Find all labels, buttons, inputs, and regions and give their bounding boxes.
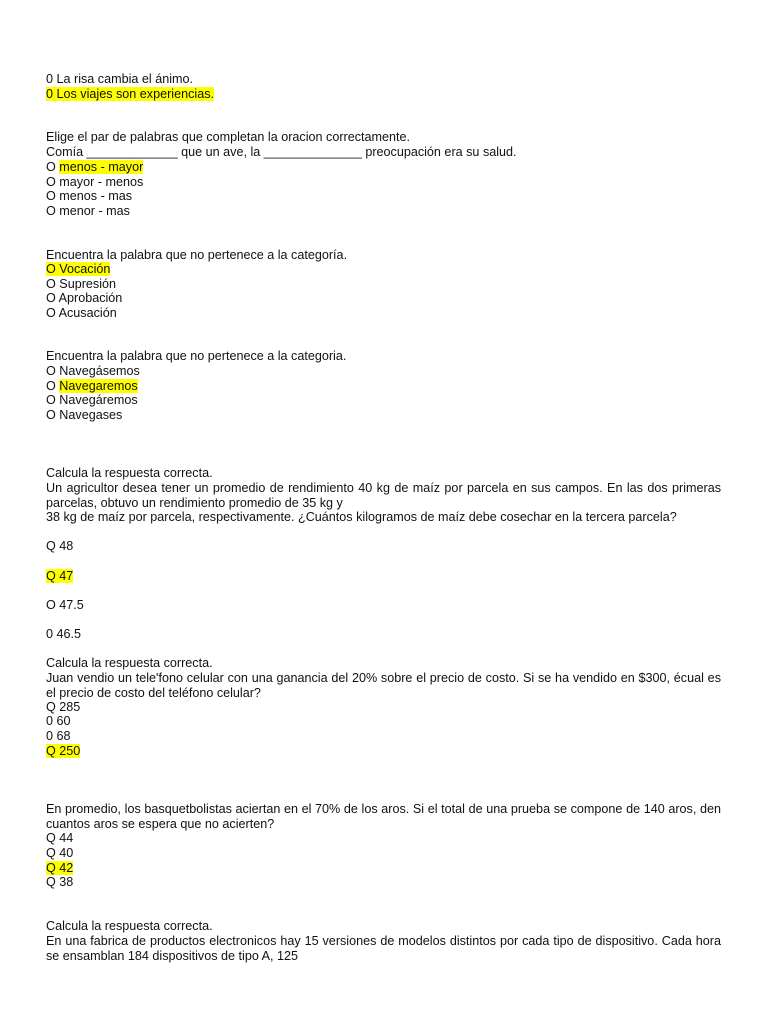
option[interactable]: O 47.5 xyxy=(46,598,84,612)
option[interactable]: O Supresión xyxy=(46,277,117,291)
option-marker: O xyxy=(46,379,60,393)
option[interactable]: Q 40 xyxy=(46,846,74,860)
question-text-continued: 38 kg de maíz por parcela, respectivamente. ¿Cuántos kilogramos de maíz debe cosechar en la tercera parcela? xyxy=(46,510,677,524)
statement-risa: 0 La risa cambia el ánimo. xyxy=(46,72,193,86)
option[interactable]: Q 38 xyxy=(46,875,74,889)
option[interactable] xyxy=(46,569,73,584)
question-title: Calcula la respuesta correcta. xyxy=(46,656,213,670)
option[interactable]: 0 46.5 xyxy=(46,627,82,641)
option[interactable]: O Navegáremos xyxy=(46,393,138,407)
option[interactable]: O Aprobación xyxy=(46,291,123,305)
highlighted-answer: Q 47 xyxy=(46,569,74,583)
option[interactable]: O Navegases xyxy=(46,408,123,422)
highlighted-answer: O Vocación xyxy=(46,262,111,276)
option[interactable]: Q 48 xyxy=(46,539,74,553)
highlighted-answer: Q 42 xyxy=(46,861,74,875)
question-title: Calcula la respuesta correcta. xyxy=(46,919,213,933)
option[interactable]: O menos - mas xyxy=(46,189,133,203)
question-title: Encuentra la palabra que no pertenece a la categoria. xyxy=(46,349,347,363)
option[interactable] xyxy=(46,861,73,876)
question-title: Elige el par de palabras que completan la oracion correctamente. xyxy=(46,130,411,144)
option[interactable]: 0 68 xyxy=(46,729,71,743)
option[interactable] xyxy=(46,379,138,394)
question-sentence: Comía _____________ que un ave, la ______________ preocupación era su salud. xyxy=(46,145,517,159)
highlighted-answer: 0 Los viajes son experiencias. xyxy=(46,87,215,101)
option[interactable] xyxy=(46,160,143,175)
option[interactable]: Q 285 xyxy=(46,700,81,714)
option[interactable]: 0 60 xyxy=(46,714,71,728)
option[interactable]: Q 44 xyxy=(46,831,74,845)
option[interactable] xyxy=(46,744,80,759)
question-text: En promedio, los basquetbolistas aciertan en el 70% de los aros. Si el total de una prueba se compone de 140 aros, den cuantos aros se espera que no acierten? xyxy=(46,802,721,831)
option[interactable]: O mayor - menos xyxy=(46,175,144,189)
option-marker: O xyxy=(46,160,60,174)
question-title: Calcula la respuesta correcta. xyxy=(46,466,213,480)
option[interactable]: O Acusación xyxy=(46,306,117,320)
statement-viajes xyxy=(46,87,214,102)
question-title: Encuentra la palabra que no pertenece a la categoría. xyxy=(46,248,348,262)
option[interactable]: O Navegásemos xyxy=(46,364,140,378)
question-text: Juan vendio un tele'fono celular con una ganancia del 20% sobre el precio de costo. Si se ha vendido en $300, écual es el precio de costo del teléfono celular? xyxy=(46,671,721,700)
highlighted-answer: Q 250 xyxy=(46,744,81,758)
highlighted-answer: Navegaremos xyxy=(59,379,138,393)
question-text: En una fabrica de productos electronicos hay 15 versiones de modelos distintos por cada tipo de dispositivo. Cada hora se ensamblan 184 dispositivos de tipo A, 125 xyxy=(46,934,721,963)
question-text: Un agricultor desea tener un promedio de rendimiento 40 kg de maíz por parcela en sus campos. En las dos primeras parcelas, obtuvo un rendimiento promedio de 35 kg y xyxy=(46,481,721,510)
highlighted-answer: menos - mayor xyxy=(59,160,144,174)
option[interactable]: O menor - mas xyxy=(46,204,130,218)
option[interactable] xyxy=(46,262,110,277)
